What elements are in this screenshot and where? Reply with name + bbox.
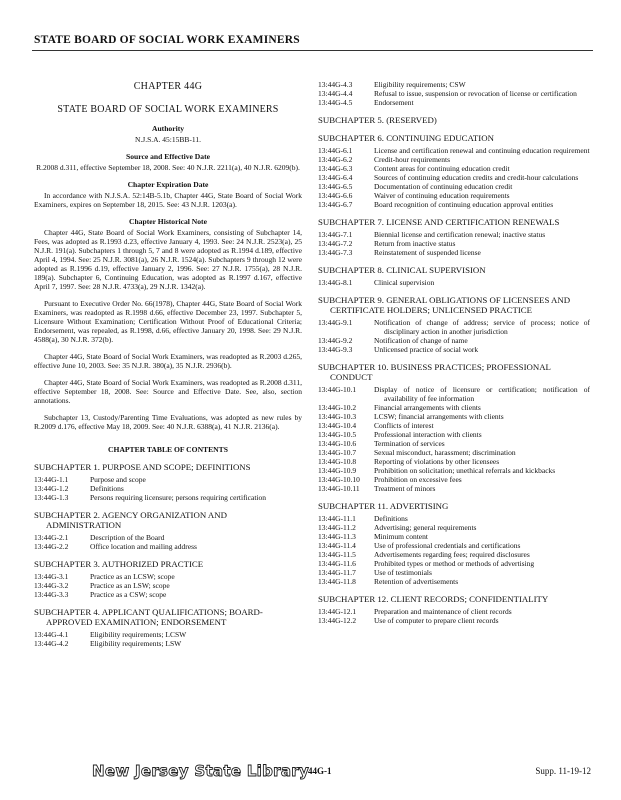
- chapter-number: CHAPTER 44G: [133, 81, 203, 92]
- section-title: Eligibility requirements; LCSW: [90, 630, 187, 639]
- section-number: 13:44G-7.1: [318, 230, 353, 239]
- toc-entry: [318, 475, 590, 484]
- toc-entry: [318, 239, 590, 248]
- toc-entry: [318, 568, 590, 577]
- section-title: Practice as an LCSW; scope: [90, 572, 175, 581]
- section-number: 13:44G-4.3: [318, 80, 353, 89]
- section-title: Definitions: [374, 514, 408, 523]
- section-title: Prohibition on excessive fees: [374, 475, 462, 484]
- chapter-title: STATE BOARD OF SOCIAL WORK EXAMINERS: [57, 104, 279, 115]
- subchapter-heading: SUBCHAPTER 7. LICENSE AND CERTIFICATION RENEWALS: [318, 217, 560, 227]
- toc-entry: [318, 541, 590, 550]
- section-number: 13:44G-11.7: [318, 568, 356, 577]
- section-title: Documentation of continuing education credit: [374, 182, 513, 191]
- section-number: 13:44G-9.1: [318, 318, 353, 327]
- section-title: Persons requiring licensure; persons requiring certification: [90, 493, 266, 502]
- section-title: Prohibited types or method or methods of advertising: [374, 559, 535, 568]
- section-number: 13:44G-6.4: [318, 173, 353, 182]
- toc-entry: [34, 630, 302, 639]
- toc-entry: [318, 89, 590, 98]
- section-number: 13:44G-10.7: [318, 448, 357, 457]
- section-number: 13:44G-2.1: [34, 533, 69, 542]
- section-number: 13:44G-4.4: [318, 89, 353, 98]
- subchapter-heading: SUBCHAPTER 4. APPLICANT QUALIFICATIONS; BOARD-APPROVED EXAMINATION; ENDORSEMENT: [34, 607, 263, 627]
- section-title: Purpose and scope: [90, 475, 146, 484]
- section-number: 13:44G-10.1: [318, 385, 357, 394]
- toc-entry: [318, 523, 590, 532]
- section-title: Office location and mailing address: [90, 542, 197, 551]
- history-paragraph: Chapter 44G, State Board of Social Work Examiners, consisting of Subchapter 14, Fees, was adopted as R.1993 d.23, effective January 4, 1993. See: 24 N.J.R. 2523(a), 25 N.J.R. 191(a). Subchapters 1 through 5, 7 and 8 were adopted as R.1994 d.189, effective April 4, 1994. See: 25 N.J.R. 3081(a), 26 N.J.R. 1524(a). Subchapters 9 through 12 were adopted as R.1996 d.19, effective January 2, 1996. See: 27 N.J.R. 1755(a), 28 N.J.R. 189(a). Subchapter 6, Continuing Education, was adopted as R.1997 d.167, effective April 7, 1997. See: 28 N.J.R. 4733(a), 29 N.J.R. 1342(a).: [34, 228, 302, 291]
- toc-entry: [34, 639, 302, 648]
- toc-entry: [318, 248, 590, 257]
- toc-entry: [318, 466, 590, 475]
- expiration-heading: Chapter Expiration Date: [127, 180, 209, 189]
- section-number: 13:44G-11.4: [318, 541, 356, 550]
- subchapter-heading: SUBCHAPTER 6. CONTINUING EDUCATION: [318, 133, 494, 143]
- toc-entry: [318, 616, 590, 625]
- subchapter-heading: SUBCHAPTER 1. PURPOSE AND SCOPE; DEFINITIONS: [34, 462, 251, 472]
- toc-entry: [318, 200, 590, 209]
- toc-entry: [34, 590, 302, 599]
- toc-entry: [318, 448, 590, 457]
- subchapter-heading: SUBCHAPTER 2. AGENCY ORGANIZATION AND ADMINISTRATION: [34, 510, 227, 530]
- section-number: 13:44G-7.2: [318, 239, 353, 248]
- section-title: Prohibition on solicitation; unethical referrals and kickbacks: [374, 466, 556, 475]
- toc-entry: [318, 484, 590, 493]
- history-paragraph: Chapter 44G, State Board of Social Work Examiners, was readopted as R.2008 d.311, effective September 18, 2008. See: Source and Effective Date. See, also, section annotations.: [34, 378, 302, 405]
- section-number: 13:44G-4.2: [34, 639, 69, 648]
- section-number: 13:44G-10.10: [318, 475, 360, 484]
- section-number: 13:44G-10.6: [318, 439, 357, 448]
- section-title: Sexual misconduct, harassment; discrimination: [374, 448, 516, 457]
- section-number: 13:44G-11.2: [318, 523, 356, 532]
- page-number: 44G-1: [308, 766, 332, 776]
- section-title: Eligibility requirements; CSW: [374, 80, 466, 89]
- section-title: Definitions: [90, 484, 124, 493]
- toc-entry: [318, 164, 590, 173]
- section-number: 13:44G-1.1: [34, 475, 69, 484]
- section-title: Sources of continuing education credits and credit-hour calculations: [374, 173, 579, 182]
- toc-entry: [34, 572, 302, 581]
- toc-entry: [318, 403, 590, 412]
- section-title: Practice as an LSW; scope: [90, 581, 170, 590]
- toc-entry: [318, 345, 590, 354]
- section-title: Use of professional credentials and certifications: [374, 541, 521, 550]
- toc-left: [34, 462, 302, 648]
- section-title: Description of the Board: [90, 533, 165, 542]
- section-title: Refusal to issue, suspension or revocation of license or certification: [374, 89, 577, 98]
- section-number: 13:44G-4.5: [318, 98, 353, 107]
- section-number: 13:44G-10.5: [318, 430, 357, 439]
- section-title: Waiver of continuing education requirements: [374, 191, 510, 200]
- section-title: Unlicensed practice of social work: [374, 345, 479, 354]
- section-number: 13:44G-11.3: [318, 532, 356, 541]
- running-head: STATE BOARD OF SOCIAL WORK EXAMINERS: [34, 34, 300, 46]
- toc-entry: [318, 173, 590, 182]
- section-title: Financial arrangements with clients: [374, 403, 481, 412]
- toc-entry: [318, 532, 590, 541]
- section-number: 13:44G-1.2: [34, 484, 69, 493]
- library-logo: New Jersey State Library: [92, 762, 310, 780]
- authority-text: N.J.S.A. 45:15BB-11.: [135, 135, 201, 144]
- section-title: Preparation and maintenance of client records: [374, 607, 512, 616]
- history-paragraphs: [34, 228, 302, 431]
- toc-entry: [318, 98, 590, 107]
- toc-entry: [318, 457, 590, 466]
- section-title: LCSW; financial arrangements with clients: [374, 412, 504, 421]
- toc-entry: [318, 182, 590, 191]
- section-number: 13:44G-6.3: [318, 164, 353, 173]
- history-paragraph: Chapter 44G, State Board of Social Work Examiners, was readopted as R.2003 d.265, effective June 10, 2003. See: 35 N.J.R. 380(a), 35 N.J.R. 2936(b).: [34, 352, 302, 370]
- toc-entry: [318, 412, 590, 421]
- section-number: 13:44G-11.5: [318, 550, 356, 559]
- toc-entry: [318, 385, 590, 403]
- section-title: License and certification renewal and continuing education requirement: [374, 146, 590, 155]
- section-number: 13:44G-11.1: [318, 514, 356, 523]
- toc-entry: [318, 155, 590, 164]
- toc-right-top-entries: [318, 80, 590, 107]
- section-title: Advertising; general requirements: [374, 523, 477, 532]
- section-number: 13:44G-10.11: [318, 484, 360, 493]
- section-number: 13:44G-10.4: [318, 421, 357, 430]
- toc-entry: [318, 559, 590, 568]
- history-paragraph: Pursuant to Executive Order No. 66(1978), Chapter 44G, State Board of Social Work Examiners, was readopted as R.1998 d.66, effective December 23, 1997. Subchapter 5, Licensure Without Examination; Certification Without Proof of Educational Criteria; Endorsement, was repealed, as R.1998, d.66, effective January 20, 1998. See: 29 N.J.R. 4588(a), 30 N.J.R. 372(b).: [34, 299, 302, 344]
- toc-entry: [318, 421, 590, 430]
- section-number: 13:44G-1.3: [34, 493, 69, 502]
- supplement-date: Supp. 11-19-12: [535, 766, 591, 776]
- section-title: Notification of change of name: [374, 336, 468, 345]
- section-title: Advertisements regarding fees; required disclosures: [374, 550, 530, 559]
- section-title: Conflicts of interest: [374, 421, 434, 430]
- section-number: 13:44G-3.2: [34, 581, 69, 590]
- section-number: 13:44G-6.2: [318, 155, 353, 164]
- toc-entry: [318, 607, 590, 616]
- toc-entry: [318, 191, 590, 200]
- subchapter-heading: SUBCHAPTER 8. CLINICAL SUPERVISION: [318, 265, 486, 275]
- toc-entry: [318, 278, 590, 287]
- section-number: 13:44G-6.1: [318, 146, 353, 155]
- toc-entry: [34, 493, 302, 502]
- section-number: 13:44G-11.8: [318, 577, 356, 586]
- section-title: Notification of change of address; service of process; notice of disciplinary action in another jurisdiction: [374, 318, 590, 336]
- section-title: Biennial license and certification renewal; inactive status: [374, 230, 546, 239]
- section-title: Display of notice of licensure or certification; notification of availability of fee information: [374, 385, 590, 403]
- header-rule: [32, 50, 593, 51]
- section-title: Use of testimonials: [374, 568, 432, 577]
- subchapter-heading: SUBCHAPTER 5. (RESERVED): [318, 115, 437, 125]
- toc-entry: [318, 146, 590, 155]
- subchapter-heading: SUBCHAPTER 11. ADVERTISING: [318, 501, 449, 511]
- toc-entry: [34, 475, 302, 484]
- section-number: 13:44G-12.1: [318, 607, 357, 616]
- toc-entry: [318, 430, 590, 439]
- section-number: 13:44G-6.5: [318, 182, 353, 191]
- section-number: 13:44G-4.1: [34, 630, 69, 639]
- section-number: 13:44G-9.2: [318, 336, 353, 345]
- section-number: 13:44G-10.9: [318, 466, 357, 475]
- expiration-text: In accordance with N.J.S.A. 52:14B-5.1b, Chapter 44G, State Board of Social Work Examiners, expires on September 18, 2015. See: 43 N.J.R. 1203(a).: [34, 191, 302, 209]
- section-title: Retention of advertisements: [374, 577, 459, 586]
- toc-entry: [318, 230, 590, 239]
- source-text: R.2008 d.311, effective September 18, 2008. See: 40 N.J.R. 2211(a), 40 N.J.R. 6209(b).: [36, 163, 300, 172]
- toc-entry: [318, 336, 590, 345]
- subchapter-heading: SUBCHAPTER 10. BUSINESS PRACTICES; PROFESSIONAL CONDUCT: [318, 362, 551, 382]
- subchapter-heading: SUBCHAPTER 9. GENERAL OBLIGATIONS OF LICENSEES AND CERTIFICATE HOLDERS; UNLICENSED PRACTICE: [318, 295, 571, 315]
- subchapter-heading: SUBCHAPTER 3. AUTHORIZED PRACTICE: [34, 559, 204, 569]
- section-number: 13:44G-10.8: [318, 457, 357, 466]
- toc-entry: [318, 318, 590, 336]
- section-title: Endorsement: [374, 98, 414, 107]
- section-title: Treatment of minors: [374, 484, 436, 493]
- history-paragraph: Subchapter 13, Custody/Parenting Time Evaluations, was adopted as new rules by R.2009 d.176, effective May 18, 2009. See: 40 N.J.R. 6388(a), 41 N.J.R. 2136(a).: [34, 413, 302, 431]
- section-title: Minimum content: [374, 532, 428, 541]
- section-title: Use of computer to prepare client records: [374, 616, 499, 625]
- section-title: Board recognition of continuing education approval entities: [374, 200, 554, 209]
- section-number: 13:44G-8.1: [318, 278, 353, 287]
- toc-heading: CHAPTER TABLE OF CONTENTS: [108, 445, 228, 454]
- section-title: Credit-hour requirements: [374, 155, 451, 164]
- section-title: Practice as a CSW; scope: [90, 590, 167, 599]
- source-heading: Source and Effective Date: [125, 152, 210, 161]
- toc-entry: [318, 550, 590, 559]
- section-number: 13:44G-2.2: [34, 542, 69, 551]
- section-title: Termination of services: [374, 439, 445, 448]
- section-number: 13:44G-6.6: [318, 191, 353, 200]
- section-title: Reinstatement of suspended license: [374, 248, 481, 257]
- toc-entry: [34, 542, 302, 551]
- section-number: 13:44G-10.3: [318, 412, 357, 421]
- page-footer: [34, 762, 591, 784]
- section-number: 13:44G-3.3: [34, 590, 69, 599]
- toc-entry: [318, 514, 590, 523]
- section-title: Professional interaction with clients: [374, 430, 482, 439]
- section-title: Reporting of violations by other licensees: [374, 457, 500, 466]
- toc-right: [318, 115, 590, 625]
- section-number: 13:44G-9.3: [318, 345, 353, 354]
- section-number: 13:44G-11.6: [318, 559, 356, 568]
- toc-entry: [34, 484, 302, 493]
- right-column: [318, 80, 590, 625]
- section-title: Return from inactive status: [374, 239, 456, 248]
- section-title: Clinical supervision: [374, 278, 435, 287]
- section-number: 13:44G-12.2: [318, 616, 357, 625]
- toc-entry: [34, 581, 302, 590]
- toc-entry: [318, 577, 590, 586]
- toc-entry: [318, 439, 590, 448]
- section-number: 13:44G-6.7: [318, 200, 353, 209]
- authority-heading: Authority: [151, 124, 185, 133]
- section-title: Eligibility requirements; LSW: [90, 639, 182, 648]
- left-column: [34, 82, 302, 648]
- section-title: Content areas for continuing education credit: [374, 164, 510, 173]
- subchapter-heading: SUBCHAPTER 12. CLIENT RECORDS; CONFIDENTIALITY: [318, 594, 549, 604]
- toc-entry: [34, 533, 302, 542]
- section-number: 13:44G-10.2: [318, 403, 357, 412]
- section-number: 13:44G-7.3: [318, 248, 353, 257]
- history-heading: Chapter Historical Note: [129, 217, 207, 226]
- toc-entry: [318, 80, 590, 89]
- section-number: 13:44G-3.1: [34, 572, 69, 581]
